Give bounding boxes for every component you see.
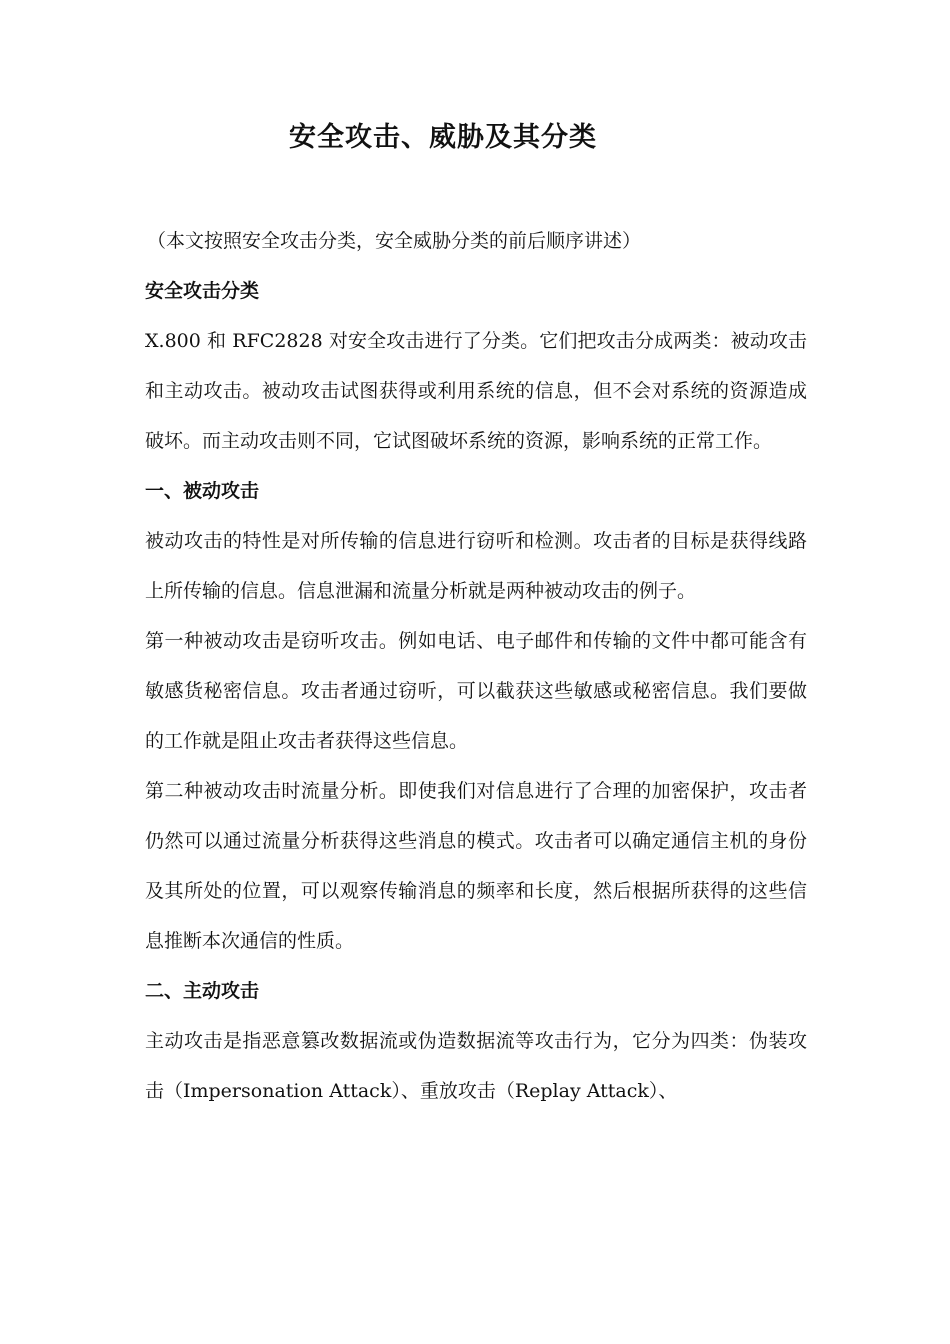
paragraph-active-attack-intro: 主动攻击是指恶意篡改数据流或伪造数据流等攻击行为，它分为四类：伪装攻击（Impersonation Attack）、重放攻击（Replay Attack）、 bbox=[145, 1030, 807, 1102]
document-subtitle: （本文按照安全攻击分类，安全威胁分类的前后顺序讲述） bbox=[147, 230, 642, 252]
paragraph-eavesdropping: 第一种被动攻击是窃听攻击。例如电话、电子邮件和传输的文件中都可能含有敏感货秘密信息。攻击者通过窃听，可以截获这些敏感或秘密信息。我们要做的工作就是阻止攻击者获得这些信息。 bbox=[145, 630, 807, 752]
section-heading-attack-classification: 安全攻击分类 bbox=[145, 280, 260, 302]
section-heading-active-attack: 二、主动攻击 bbox=[145, 980, 260, 1002]
section-heading-passive-attack: 一、被动攻击 bbox=[145, 480, 260, 502]
paragraph-passive-attack-intro: 被动攻击的特性是对所传输的信息进行窃听和检测。攻击者的目标是获得线路上所传输的信息。信息泄漏和流量分析就是两种被动攻击的例子。 bbox=[145, 530, 807, 602]
document-body bbox=[145, 216, 807, 1116]
paragraph-attack-classification: X.800 和 RFC2828 对安全攻击进行了分类。它们把攻击分成两类：被动攻击和主动攻击。被动攻击试图获得或利用系统的信息，但不会对系统的资源造成破坏。而主动攻击则不同，它试图破坏系统的资源，影响系统的正常工作。 bbox=[145, 330, 807, 452]
paragraph-traffic-analysis: 第二种被动攻击时流量分析。即使我们对信息进行了合理的加密保护，攻击者仍然可以通过流量分析获得这些消息的模式。攻击者可以确定通信主机的身份及其所处的位置，可以观察传输消息的频率和长度，然后根据所获得的这些信息推断本次通信的性质。 bbox=[145, 780, 807, 952]
document-title: 安全攻击、威胁及其分类 bbox=[289, 122, 597, 153]
